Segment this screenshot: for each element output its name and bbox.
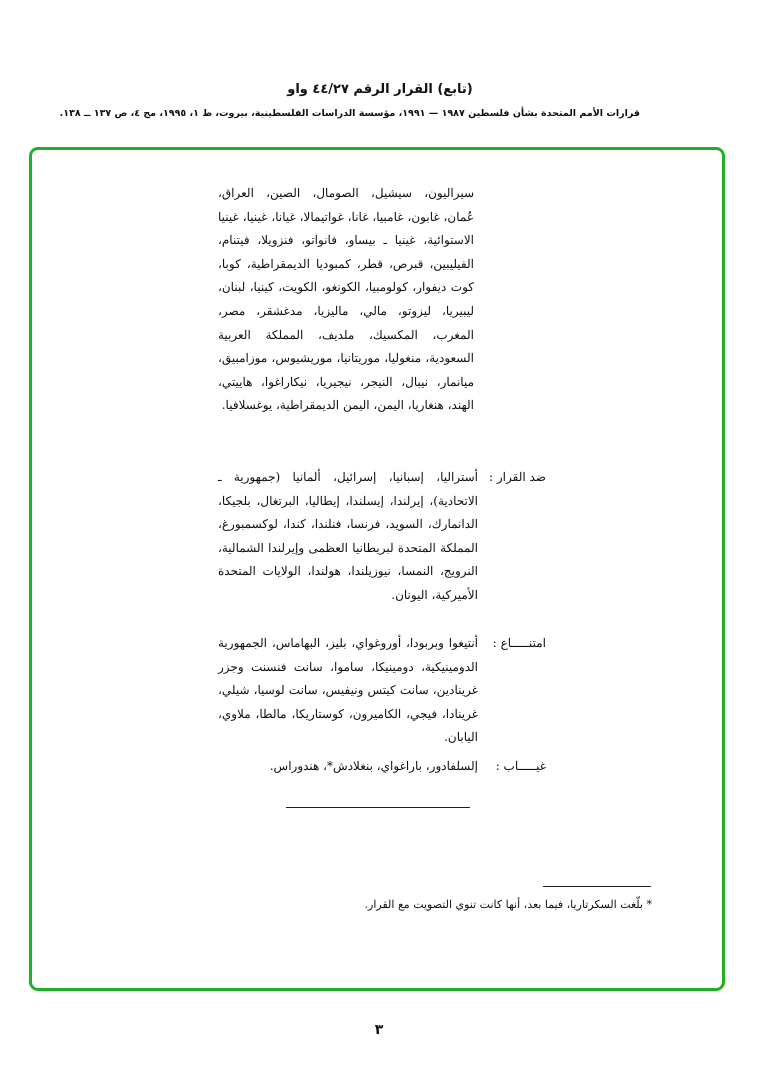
page-number: ٣ xyxy=(374,1022,384,1038)
against-label: ضد القرار : xyxy=(489,470,546,484)
abstain-list xyxy=(218,632,478,750)
in-favour-continued-list xyxy=(218,182,474,418)
absent-list xyxy=(218,755,478,779)
absent-label: غيـــــاب : xyxy=(495,759,546,773)
section-divider xyxy=(286,807,470,808)
absent-countries: إلسلفادور، باراغواي، بنغلادش*، هندوراس. xyxy=(269,759,478,773)
source-citation: قرارات الأمم المتحدة بشأن فلسطين ١٩٨٧ — ١٩٩١، مؤسسة الدراسات الفلسطينية، بيروت، ط ١، ١٩٩٥، مج ٤، ص ١٣٧ ــ ١٣٨. xyxy=(59,108,640,119)
abstain-label: امتنـــــاع : xyxy=(492,636,546,650)
abstain-countries: أنتيغوا وبربودا، أوروغواي، بليز، البهاماس، الجمهورية الدومينيكية، دومينيكا، ساموا، سانت فنسنت وجزر غرينادين، سانت كيتس ونيفيس، سانت لوسيا، شيلي، غرينادا، فيجي، الكاميرون، كوستاريكا، مالطا، ملاوي، اليابان. xyxy=(218,636,478,745)
against-list xyxy=(218,466,478,608)
in-favour-countries: سيراليون، سيشيل، الصومال، الصين، العراق، عُمان، غابون، غامبيا، غانا، غواتيمالا، غيانا، غينيا، غينيا الاستوائية، غينيا ـ بيساو، فانواتو، فنزويلا، فيتنام، الفيليبين، قبرص، قطر، كمبوديا الديمقراطية، كوبا، كوت ديفوار، كولومبيا، الكونغو، الكويت، كينيا، لبنان، ليبيريا، ليزوتو، مالي، ماليزيا، مدغشقر، مصر، المغرب، المكسيك، ملديف، المملكة العربية السعودية، منغوليا، موريتانيا، موريشيوس، موزامبيق، ميانمار، نيبال، النيجر، نيجيريا، نيكاراغوا، هاييتي، الهند، هنغاريا، اليمن، اليمن الديمقراطية، يوغسلافيا. xyxy=(218,186,474,413)
footnote: * بلّغت السكرتاريا، فيما بعد، أنها كانت تنوي التصويت مع القرار. xyxy=(364,898,652,911)
footnote-divider xyxy=(543,886,651,887)
page-title: (تابع) القرار الرقم ٤٤/٢٧ واو xyxy=(287,82,473,97)
against-countries: أستراليا، إسبانيا، إسرائيل، ألمانيا (جمهورية ـ الاتحادية)، إيرلندا، إيسلندا، إيطاليا، البرتغال، بلجيكا، الدانمارك، السويد، فرنسا، فنلندا، كندا، لوكسمبورغ، المملكة المتحدة لبريطانيا العظمى وإيرلندا الشمالية، النرويج، النمسا، نيوزيلندا، هولندا، الولايات المتحدة الأميركية، اليونان. xyxy=(218,470,478,602)
